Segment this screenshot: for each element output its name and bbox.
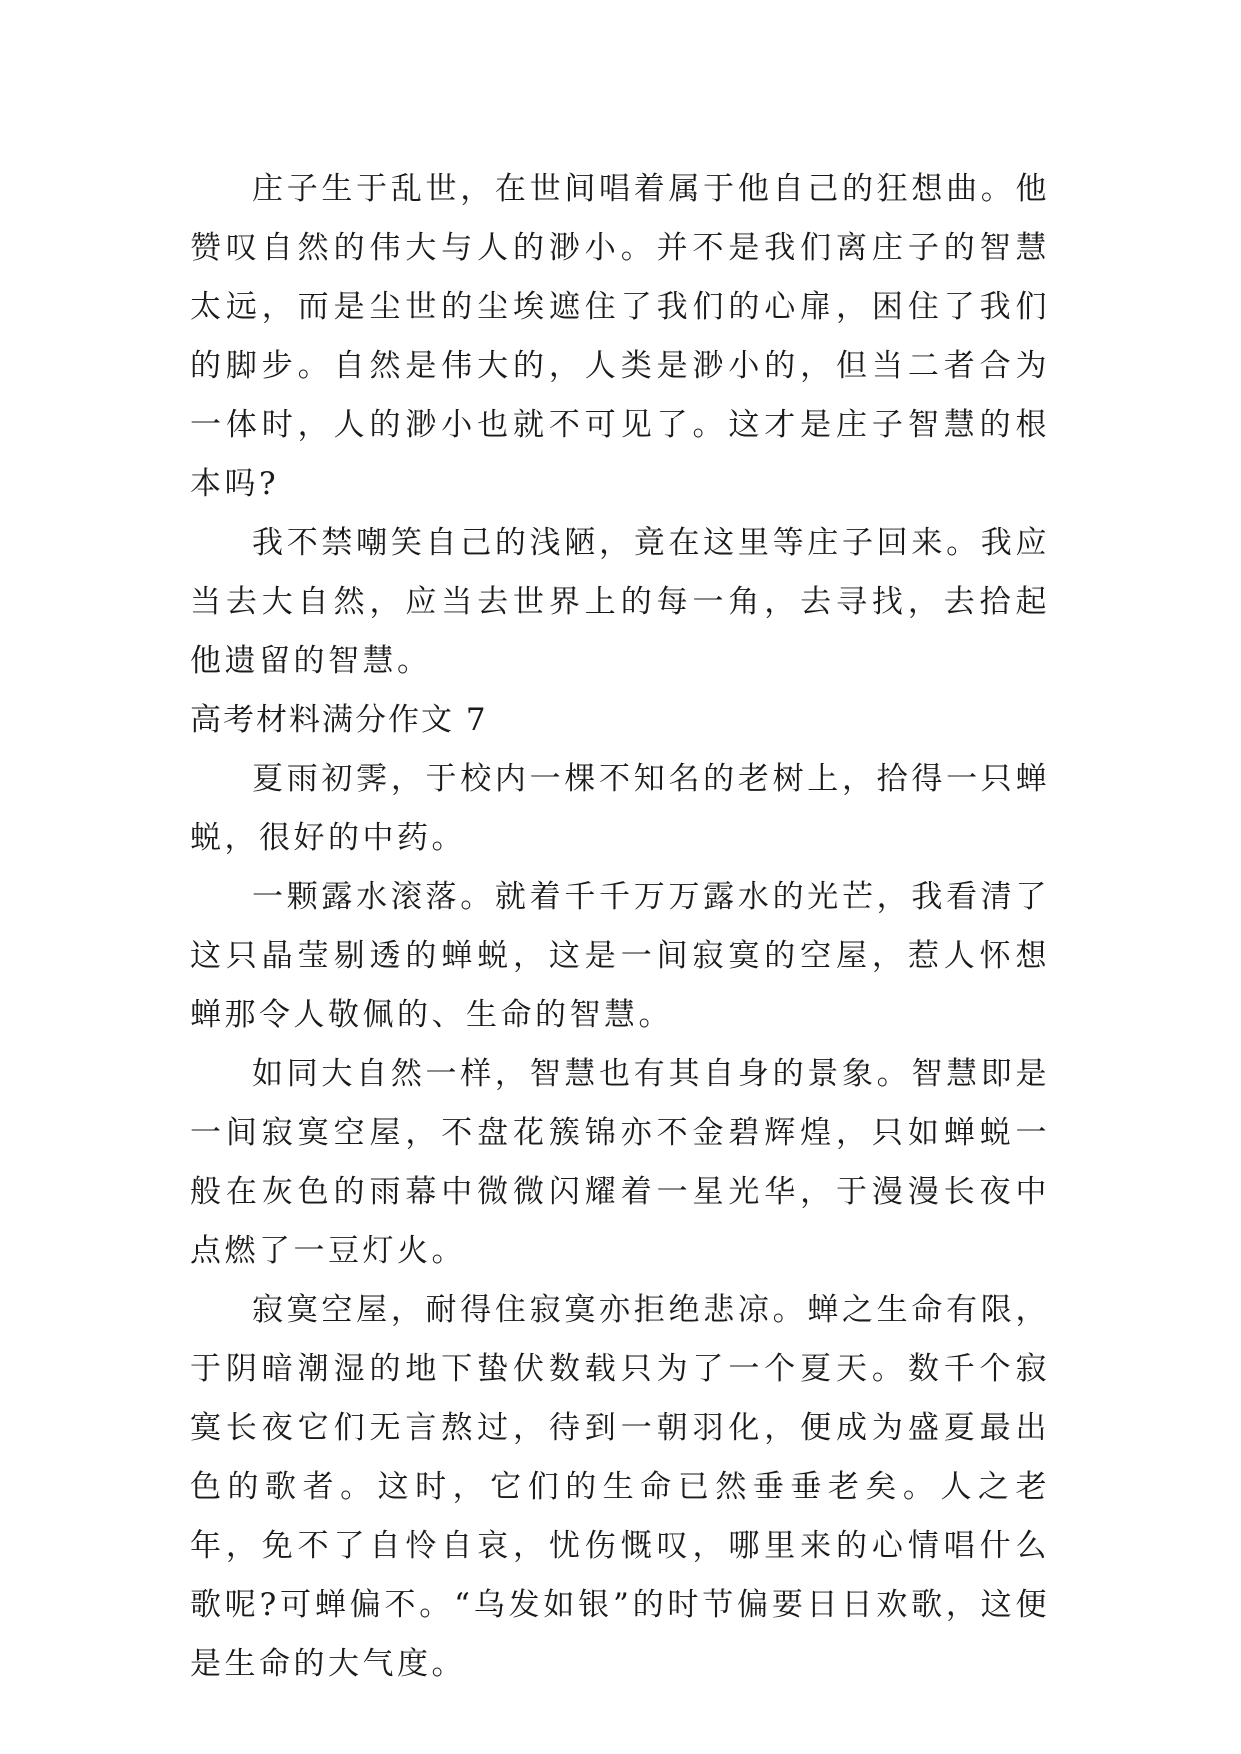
paragraph: 寂寞空屋，耐得住寂寞亦拒绝悲凉。蝉之生命有限，于阴暗潮湿的地下蛰伏数载只为了一个夏天。数千个寂寞长夜它们无言熬过，待到一朝羽化，便成为盛夏最出色的歌者。这时，它们的生命已然垂垂老矣。人之老年，免不了自怜自哀，忧伤慨叹，哪里来的心情唱什么歌呢?可蝉偏不。“乌发如银”的时节偏要日日欢歌，这便是生命的大气度。 [190, 1292, 1050, 1682]
paragraph: 一颗露水滚落。就着千千万万露水的光芒，我看清了这只晶莹剔透的蝉蜕，这是一间寂寞的空屋，惹人怀想蝉那令人敬佩的、生命的智慧。 [190, 879, 1050, 1033]
section-heading: 高考材料满分作文 7 [190, 702, 488, 738]
paragraph: 夏雨初霁，于校内一棵不知名的老树上，拾得一只蝉蜕，很好的中药。 [190, 761, 1050, 856]
document-body [190, 160, 1050, 1694]
paragraph: 如同大自然一样，智慧也有其自身的景象。智慧即是一间寂寞空屋，不盘花簇锦亦不金碧辉煌，只如蝉蜕一般在灰色的雨幕中微微闪耀着一星光华，于漫漫长夜中点燃了一豆灯火。 [190, 1056, 1050, 1269]
paragraph: 庄子生于乱世，在世间唱着属于他自己的狂想曲。他赞叹自然的伟大与人的渺小。并不是我们离庄子的智慧太远，而是尘世的尘埃遮住了我们的心扉，困住了我们的脚步。自然是伟大的，人类是渺小的，但当二者合为一体时，人的渺小也就不可见了。这才是庄子智慧的根本吗? [190, 171, 1050, 502]
paragraph: 我不禁嘲笑自己的浅陋，竟在这里等庄子回来。我应当去大自然，应当去世界上的每一角，去寻找，去拾起他遗留的智慧。 [190, 525, 1050, 679]
